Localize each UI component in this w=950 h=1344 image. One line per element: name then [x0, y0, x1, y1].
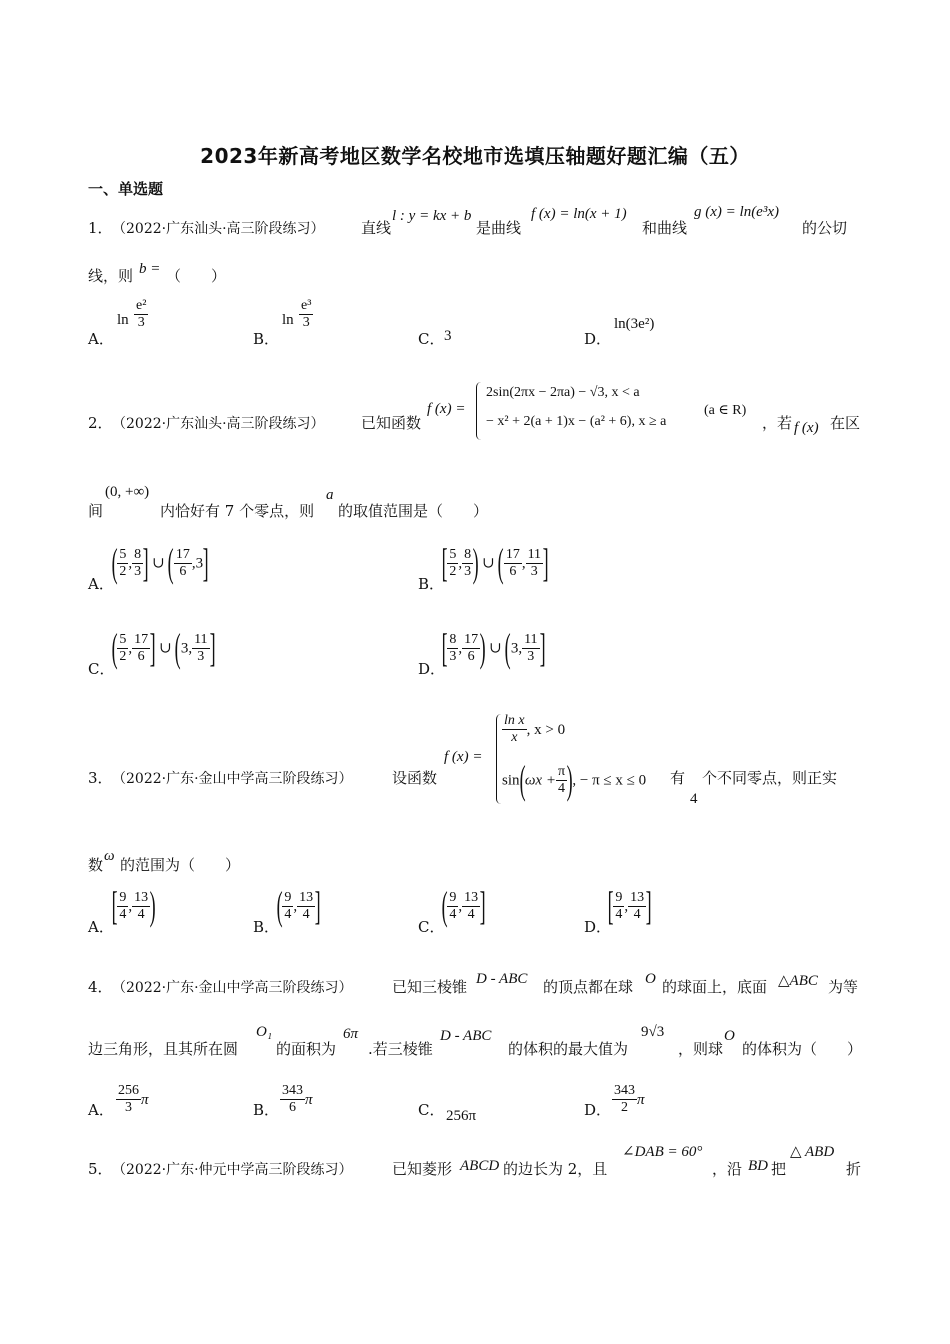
- text: 在区: [830, 414, 861, 432]
- text: 折: [846, 1160, 862, 1178]
- text: 线，则: [88, 267, 134, 285]
- option-label: D．: [584, 330, 612, 348]
- question-number: 1．: [88, 219, 113, 237]
- answer-blank: （ ）: [166, 267, 227, 285]
- option-label: A．: [88, 330, 114, 348]
- question-number: 3．: [88, 769, 113, 787]
- text: 的体积为（ ）: [742, 1040, 863, 1058]
- fraction-expression: $\frac{256}{3}$ π: [118, 1083, 149, 1115]
- interval-expression: [ $\frac{9}{4}$ , $\frac{13}{4}$ ]: [607, 883, 652, 928]
- question-number: 4．: [88, 978, 113, 996]
- option-value: 3: [444, 328, 452, 344]
- text: 已知函数: [361, 414, 422, 432]
- option-label: A．: [88, 918, 114, 936]
- b-expression: b =: [139, 261, 161, 277]
- piece-1: 2sin(2πx − 2πa) − √3, x < a: [486, 385, 640, 400]
- ln: ln: [282, 312, 294, 328]
- text: 的球面上，底面: [662, 978, 768, 996]
- option-label: D．: [584, 918, 612, 936]
- domain: (a ∈ R): [704, 403, 747, 418]
- text: 把: [771, 1160, 787, 1178]
- option-label: C．: [418, 330, 445, 348]
- text: 直线: [361, 219, 392, 237]
- f-lhs: f (x) =: [427, 401, 466, 417]
- interval-expression: [ $\frac{8}{3}$ , $\frac{17}{6}$ ) ∪ (3, $\frac{11}{3}$ ]: [441, 625, 546, 670]
- text: 是曲线: [476, 219, 522, 237]
- option-value: ln(3e²): [614, 316, 655, 332]
- interval-expression: ( $\frac{5}{2}$ , $\frac{17}{6}$ ] ∪ (3, $\frac{11}{3}$ ]: [111, 625, 216, 670]
- interval-expression: ( $\frac{5}{2}$ , $\frac{8}{3}$ ] ∪ ( $\frac{17}{6}$ ,3]: [111, 540, 209, 585]
- question-source: （2022·广东汕头·高三阶段练习）: [112, 416, 325, 432]
- question-source: （2022·广东·金山中学高三阶段练习）: [112, 980, 353, 996]
- text: 设函数: [392, 769, 438, 787]
- sphere-o: O: [724, 1028, 735, 1044]
- piecewise-brace: [476, 382, 481, 440]
- text: 的范围为（ ）: [120, 856, 241, 874]
- text: 已知三棱锥: [392, 978, 468, 996]
- section-heading: 一、单选题: [88, 180, 164, 198]
- piece-2: sin(ωx + $\frac{\pi}{4}$ ), − π ≤ x ≤ 0: [502, 757, 647, 802]
- circle-o1: O₁: [256, 1024, 273, 1040]
- ln: ln: [117, 312, 129, 328]
- text: ，则球: [678, 1040, 724, 1058]
- option-value: 256π: [446, 1108, 477, 1124]
- option-label: A．: [88, 1101, 114, 1119]
- interval-expression: ( $\frac{9}{4}$ , $\frac{13}{4}$ ]: [276, 883, 321, 928]
- option-label: D．: [418, 660, 446, 678]
- g-equation: g (x) = ln(e³x): [694, 204, 779, 220]
- question-source: （2022·广东·仲元中学高三阶段练习）: [112, 1162, 353, 1178]
- text: 边三角形，且其所在圆: [88, 1040, 239, 1058]
- option-label: A．: [88, 575, 114, 593]
- text: ，沿: [712, 1160, 743, 1178]
- text: 的顶点都在球: [543, 978, 634, 996]
- fraction: $\frac{\text{e²}}{3}$: [136, 298, 147, 330]
- text: .若三棱锥: [368, 1040, 433, 1058]
- text: 个不同零点，则正实: [702, 769, 838, 787]
- angle: ∠DAB = 60°: [622, 1144, 703, 1160]
- diagonal-bd: BD: [748, 1158, 768, 1174]
- question-number: 2．: [88, 414, 113, 432]
- a-variable: a: [326, 487, 334, 503]
- question-source: （2022·广东·金山中学高三阶段练习）: [112, 771, 353, 787]
- text: 的公切: [802, 219, 848, 237]
- interval-expression: [ $\frac{5}{2}$ , $\frac{8}{3}$ ) ∪ ( $\frac{17}{6}$ , $\frac{11}{3}$ ]: [441, 540, 549, 585]
- text: 的取值范围是（ ）: [338, 502, 489, 520]
- rhombus: ABCD: [460, 1158, 500, 1174]
- piece-2: − x² + 2(a + 1)x − (a² + 6), x ≥ a: [486, 414, 667, 429]
- option-label: C．: [418, 918, 445, 936]
- text: 数: [88, 856, 104, 874]
- text: 有: [670, 769, 686, 787]
- triangle: △ABC: [778, 973, 818, 989]
- f-lhs: f (x) =: [444, 749, 483, 765]
- text: ，若: [762, 414, 793, 432]
- option-label: B．: [253, 330, 280, 348]
- option-label: C．: [88, 660, 115, 678]
- interval: (0, +∞): [105, 484, 150, 500]
- option-label: B．: [418, 575, 445, 593]
- interval-expression: ( $\frac{9}{4}$ , $\frac{13}{4}$ ]: [441, 883, 486, 928]
- page-title: 2023年新高考地区数学名校地市选填压轴题好题汇编（五）: [200, 144, 750, 168]
- area-value: 6π: [343, 1026, 359, 1042]
- fraction-expression: $\frac{343}{2}$ π: [614, 1083, 645, 1115]
- question-source: （2022·广东汕头·高三阶段练习）: [112, 221, 325, 237]
- max-volume: 9√3: [641, 1024, 665, 1040]
- piece-1: $\frac{\text{ln x}}{x}$ , x > 0: [504, 713, 566, 745]
- text: 的体积的最大值为: [508, 1040, 629, 1058]
- text: 和曲线: [642, 219, 688, 237]
- fraction: $\frac{\text{e³}}{3}$: [301, 298, 312, 330]
- fx: f (x): [794, 420, 819, 436]
- question-number: 5．: [88, 1160, 113, 1178]
- piecewise-brace: [496, 714, 501, 804]
- count: 4: [690, 791, 698, 807]
- interval-expression: [ $\frac{9}{4}$ , $\frac{13}{4}$ ): [111, 883, 156, 928]
- text: 已知菱形: [392, 1160, 453, 1178]
- text: 间: [88, 502, 104, 520]
- option-label: B．: [253, 918, 280, 936]
- line-equation: l : y = kx + b: [392, 208, 472, 224]
- option-label: C．: [418, 1101, 445, 1119]
- triangle: △ ABD: [790, 1144, 835, 1160]
- option-label: B．: [253, 1101, 280, 1119]
- pyramid: D - ABC: [476, 971, 528, 987]
- omega: ω: [104, 848, 115, 864]
- sphere-o: O: [645, 971, 656, 987]
- pyramid: D - ABC: [440, 1028, 492, 1044]
- text: 的边长为 2，且: [503, 1160, 608, 1178]
- text: 内恰好有 7 个零点，则: [160, 502, 315, 520]
- option-label: D．: [584, 1101, 612, 1119]
- fraction-expression: $\frac{343}{6}$ π: [282, 1083, 313, 1115]
- f-equation: f (x) = ln(x + 1): [531, 206, 627, 222]
- text: 的面积为: [276, 1040, 337, 1058]
- text: 为等: [828, 978, 859, 996]
